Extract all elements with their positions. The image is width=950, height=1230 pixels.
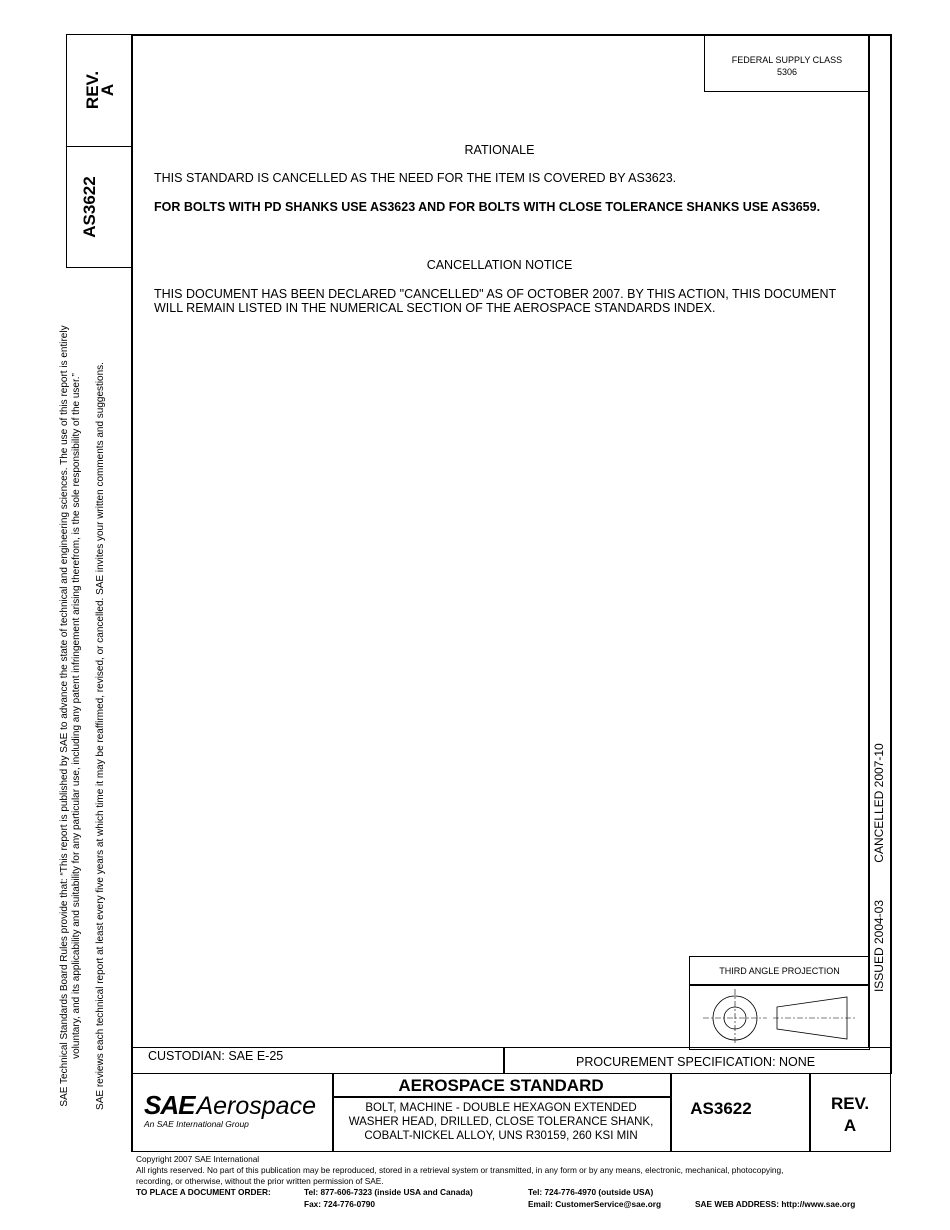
footer-tel-outside: Tel: 724-776-4970 (outside USA) <box>528 1187 654 1197</box>
title-type-underline <box>332 1096 670 1098</box>
rationale-heading: RATIONALE <box>464 143 535 157</box>
disclaimer-line-1: SAE Technical Standards Board Rules provide that: “This report is published by SAE to advance the state of technical and engineering sciences. The use of this report is entirely <box>59 325 70 1107</box>
footer-rights-1: All rights reserved. No part of this publication may be reproduced, stored in a retrieval system or transmitted, in any form or by any means, electronic, mechanical, photocopying, <box>136 1165 784 1175</box>
title-line-2: WASHER HEAD, DRILLED, CLOSE TOLERANCE SHANK, <box>348 1116 654 1128</box>
sae-logo-aerospace: Aerospace <box>196 1092 316 1120</box>
main-frame-right <box>868 34 870 1048</box>
supply-class-value: 5306 <box>776 67 798 77</box>
projection-label: THIRD ANGLE PROJECTION <box>719 966 840 976</box>
rev-label-left <box>85 30 115 150</box>
doc-number-left: AS3622 <box>80 176 99 238</box>
standard-type: AEROSPACE STANDARD <box>398 1076 604 1095</box>
disclaimer-line-2: voluntary, and its applicability and suitability for any particular use, including any patent infringement arising therefrom, is the sole responsibility of the user.” <box>71 373 82 1059</box>
title-line-1: BOLT, MACHINE - DOUBLE HEXAGON EXTENDED <box>365 1102 637 1114</box>
footer-copyright: Copyright 2007 SAE International <box>136 1154 260 1164</box>
sae-logo-mark: SAE <box>144 1090 195 1120</box>
footer-rights-2: recording, or otherwise, without the prior written permission of SAE. <box>136 1176 384 1186</box>
rev-label-text: REV. <box>83 70 102 110</box>
title-doc-number: AS3622 <box>690 1099 752 1118</box>
title-rev-value: A <box>843 1116 857 1135</box>
footer-order-label: TO PLACE A DOCUMENT ORDER: <box>136 1187 271 1197</box>
footer-email: Email: CustomerService@sae.org <box>528 1199 662 1209</box>
title-line-3: COBALT-NICKEL ALLOY, UNS R30159, 260 KSI MIN <box>364 1130 638 1142</box>
cancellation-heading: CANCELLATION NOTICE <box>426 258 573 272</box>
footer-fax: Fax: 724-776-0790 <box>304 1199 376 1209</box>
footer-tel-usa: Tel: 877-606-7323 (inside USA and Canada) <box>304 1187 473 1197</box>
cancellation-line-1: THIS DOCUMENT HAS BEEN DECLARED "CANCELLED" AS OF OCTOBER 2007. BY THIS ACTION, THIS DOCUMENT <box>154 287 837 301</box>
issued-date: ISSUED 2004-03 <box>872 899 886 993</box>
custodian-divider <box>503 1047 505 1074</box>
procurement-text: PROCUREMENT SPECIFICATION: NONE <box>576 1055 816 1069</box>
footer-web: SAE WEB ADDRESS: http://www.sae.org <box>695 1199 856 1209</box>
projection-symbol-icon <box>695 987 860 1047</box>
projection-divider <box>689 984 869 986</box>
rationale-text: THIS STANDARD IS CANCELLED AS THE NEED FOR THE ITEM IS COVERED BY AS3623. <box>154 171 677 185</box>
outer-frame-right <box>890 34 892 1074</box>
sae-logo <box>144 1090 316 1121</box>
cancellation-line-2: WILL REMAIN LISTED IN THE NUMERICAL SECTION OF THE AEROSPACE STANDARDS INDEX. <box>154 301 716 315</box>
main-frame-left <box>131 34 133 1152</box>
title-rev-label: REV. <box>830 1094 870 1113</box>
cancelled-date: CANCELLED 2007-10 <box>872 743 886 863</box>
rev-value-text: A <box>98 83 117 97</box>
disclaimer-line-3: SAE reviews each technical report at least every five years at which time it may be reaffirmed, revised, or cancelled. SAE invites your written comments and suggestions. <box>95 362 106 1110</box>
sae-logo-subtitle: An SAE International Group <box>144 1119 249 1129</box>
supply-class-label: FEDERAL SUPPLY CLASS <box>731 55 843 65</box>
custodian-text: CUSTODIAN: SAE E-25 <box>148 1049 284 1063</box>
rationale-bold-text: FOR BOLTS WITH PD SHANKS USE AS3623 AND FOR BOLTS WITH CLOSE TOLERANCE SHANKS USE AS3659. <box>154 200 821 214</box>
